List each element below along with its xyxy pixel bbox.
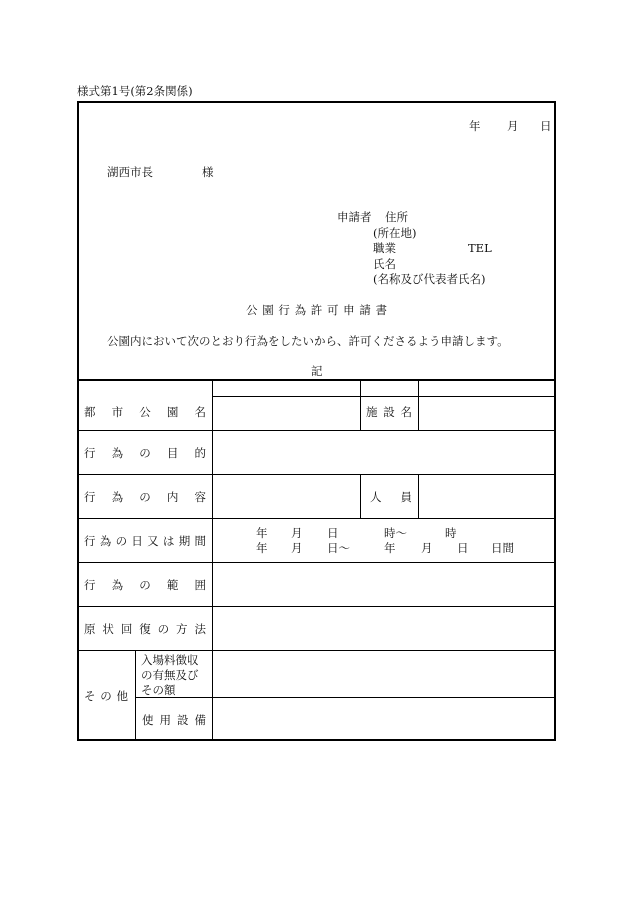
period-start-hour: 時〜 xyxy=(384,526,407,540)
period-start-month: 月 xyxy=(291,526,303,540)
period-start-year: 年 xyxy=(256,526,268,540)
name-label: 氏名 xyxy=(373,257,396,271)
restore-method-label: 原 状 回 復 の 方 法 xyxy=(84,622,206,636)
addressee: 湖西市長 xyxy=(107,165,153,179)
facility-name-label: 施 設 名 xyxy=(366,405,412,419)
date-month-label: 月 xyxy=(507,119,519,133)
form-number: 様式第1号(第2条関係) xyxy=(77,84,193,98)
period-from-month: 月 xyxy=(291,541,303,555)
ki-label: 記 xyxy=(311,364,323,378)
period-from-day: 日〜 xyxy=(327,541,350,555)
address-label: 住所 xyxy=(385,210,408,224)
tel-label: TEL xyxy=(468,241,492,255)
period-to-month: 月 xyxy=(421,541,433,555)
column-divider xyxy=(360,474,361,518)
period-start-day: 日 xyxy=(327,526,339,540)
column-divider xyxy=(360,380,361,396)
period-to-year: 年 xyxy=(384,541,396,555)
honorific: 様 xyxy=(202,165,214,179)
period-days: 日間 xyxy=(491,541,514,555)
period-to-day: 日 xyxy=(457,541,469,555)
date-year-label: 年 xyxy=(469,119,481,133)
column-divider xyxy=(418,474,419,518)
personnel-label: 人 員 xyxy=(370,490,412,504)
column-divider xyxy=(212,380,213,396)
name-sub-label: (名称及び代表者氏名) xyxy=(373,272,486,286)
fee-label-line2: の有無及び xyxy=(141,668,199,682)
period-from-year: 年 xyxy=(256,541,268,555)
table-top-border xyxy=(77,379,556,381)
column-divider xyxy=(418,380,419,396)
row-divider xyxy=(77,474,556,475)
fee-label-line3: その額 xyxy=(141,683,176,697)
column-divider xyxy=(135,650,136,741)
row-divider xyxy=(212,396,556,397)
column-divider xyxy=(212,396,213,741)
occupation-label: 職業 xyxy=(373,241,396,255)
row-divider xyxy=(77,606,556,607)
period-end-hour: 時 xyxy=(445,526,457,540)
park-name-label: 都 市 公 園 名 xyxy=(84,405,206,419)
equipment-label: 使 用 設 備 xyxy=(142,713,206,727)
period-label: 行 為 の 日 又 は 期 間 xyxy=(84,534,206,548)
row-divider xyxy=(77,430,556,431)
other-label: そ の 他 xyxy=(84,689,128,703)
form-frame xyxy=(77,101,556,741)
column-divider xyxy=(360,396,361,430)
row-divider xyxy=(77,562,556,563)
scope-label: 行 為 の 範 囲 xyxy=(84,578,206,592)
column-divider xyxy=(418,396,419,430)
fee-label-line1: 入場料徴収 xyxy=(141,653,199,667)
row-divider xyxy=(135,697,556,698)
applicant-label: 申請者 xyxy=(337,210,372,224)
form-title: 公 園 行 為 許 可 申 請 書 xyxy=(246,303,387,317)
content-label: 行 為 の 内 容 xyxy=(84,490,206,504)
row-divider xyxy=(77,518,556,519)
request-text: 公園内において次のとおり行為をしたいから、許可くださるよう申請します。 xyxy=(107,334,509,348)
purpose-label: 行 為 の 目 的 xyxy=(84,446,206,460)
date-day-label: 日 xyxy=(540,119,552,133)
address-sub-label: (所在地) xyxy=(373,226,417,240)
row-divider xyxy=(77,650,556,651)
